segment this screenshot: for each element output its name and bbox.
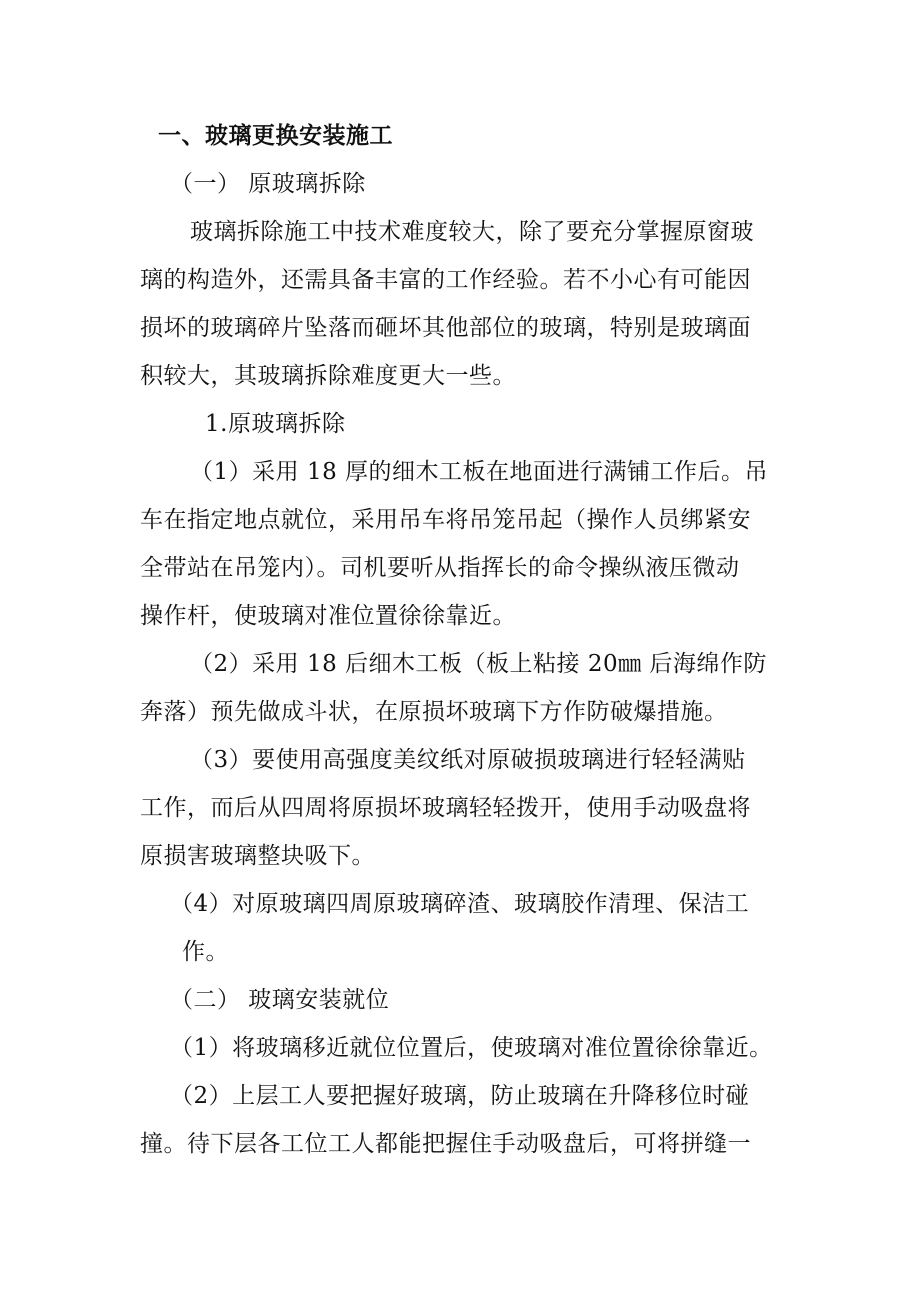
paragraph-line: 作。 — [182, 939, 229, 965]
document-heading: 一、玻璃更换安装施工 — [158, 122, 393, 149]
paragraph-line: 玻璃拆除施工中技术难度较大，除了要充分掌握原窗玻 — [190, 219, 754, 245]
paragraph-line: （3）要使用高强度美纹纸对原破损玻璃进行轻轻满贴 — [190, 747, 746, 773]
paragraph-line: 车在指定地点就位，采用吊车将吊笼吊起（操作人员绑紧安 — [140, 507, 751, 533]
paragraph-line: 原损害玻璃整块吸下。 — [140, 843, 375, 869]
paragraph-line: （2）采用 18 后细木工板（板上粘接 20㎜ 后海绵作防 — [190, 651, 767, 677]
paragraph-line: （1）采用 18 厚的细木工板在地面进行满铺工作后。吊 — [190, 459, 769, 485]
paragraph-line: （1）将玻璃移近就位位置后，使玻璃对准位置徐徐靠近。 — [170, 1035, 773, 1061]
subsection-title: 1.原玻璃拆除 — [205, 411, 346, 437]
paragraph-line: 积较大，其玻璃拆除难度更大一些。 — [140, 363, 516, 389]
paragraph-line: 工作，而后从四周将原损坏玻璃轻轻拨开，使用手动吸盘将 — [140, 795, 751, 821]
section-title: （二） 玻璃安装就位 — [170, 987, 390, 1013]
paragraph-line: 操作杆，使玻璃对准位置徐徐靠近。 — [140, 603, 516, 629]
paragraph-line: （4）对原玻璃四周原玻璃碎渣、玻璃胶作清理、保洁工 — [170, 891, 750, 917]
section-title: （一） 原玻璃拆除 — [170, 171, 366, 197]
paragraph-line: 损坏的玻璃碎片坠落而砸坏其他部位的玻璃，特别是玻璃面 — [140, 315, 751, 341]
paragraph-line: 璃的构造外，还需具备丰富的工作经验。若不小心有可能因 — [140, 267, 751, 293]
paragraph-line: 全带站在吊笼内）。司机要听从指挥长的命令操纵液压微动 — [140, 555, 740, 581]
paragraph-line: 撞。待下层各工位工人都能把握住手动吸盘后，可将拼缝一 — [140, 1131, 751, 1157]
paragraph-line: 奔落）预先做成斗状，在原损坏玻璃下方作防破爆措施。 — [140, 699, 728, 725]
paragraph-line: （2）上层工人要把握好玻璃，防止玻璃在升降移位时碰 — [170, 1083, 750, 1109]
